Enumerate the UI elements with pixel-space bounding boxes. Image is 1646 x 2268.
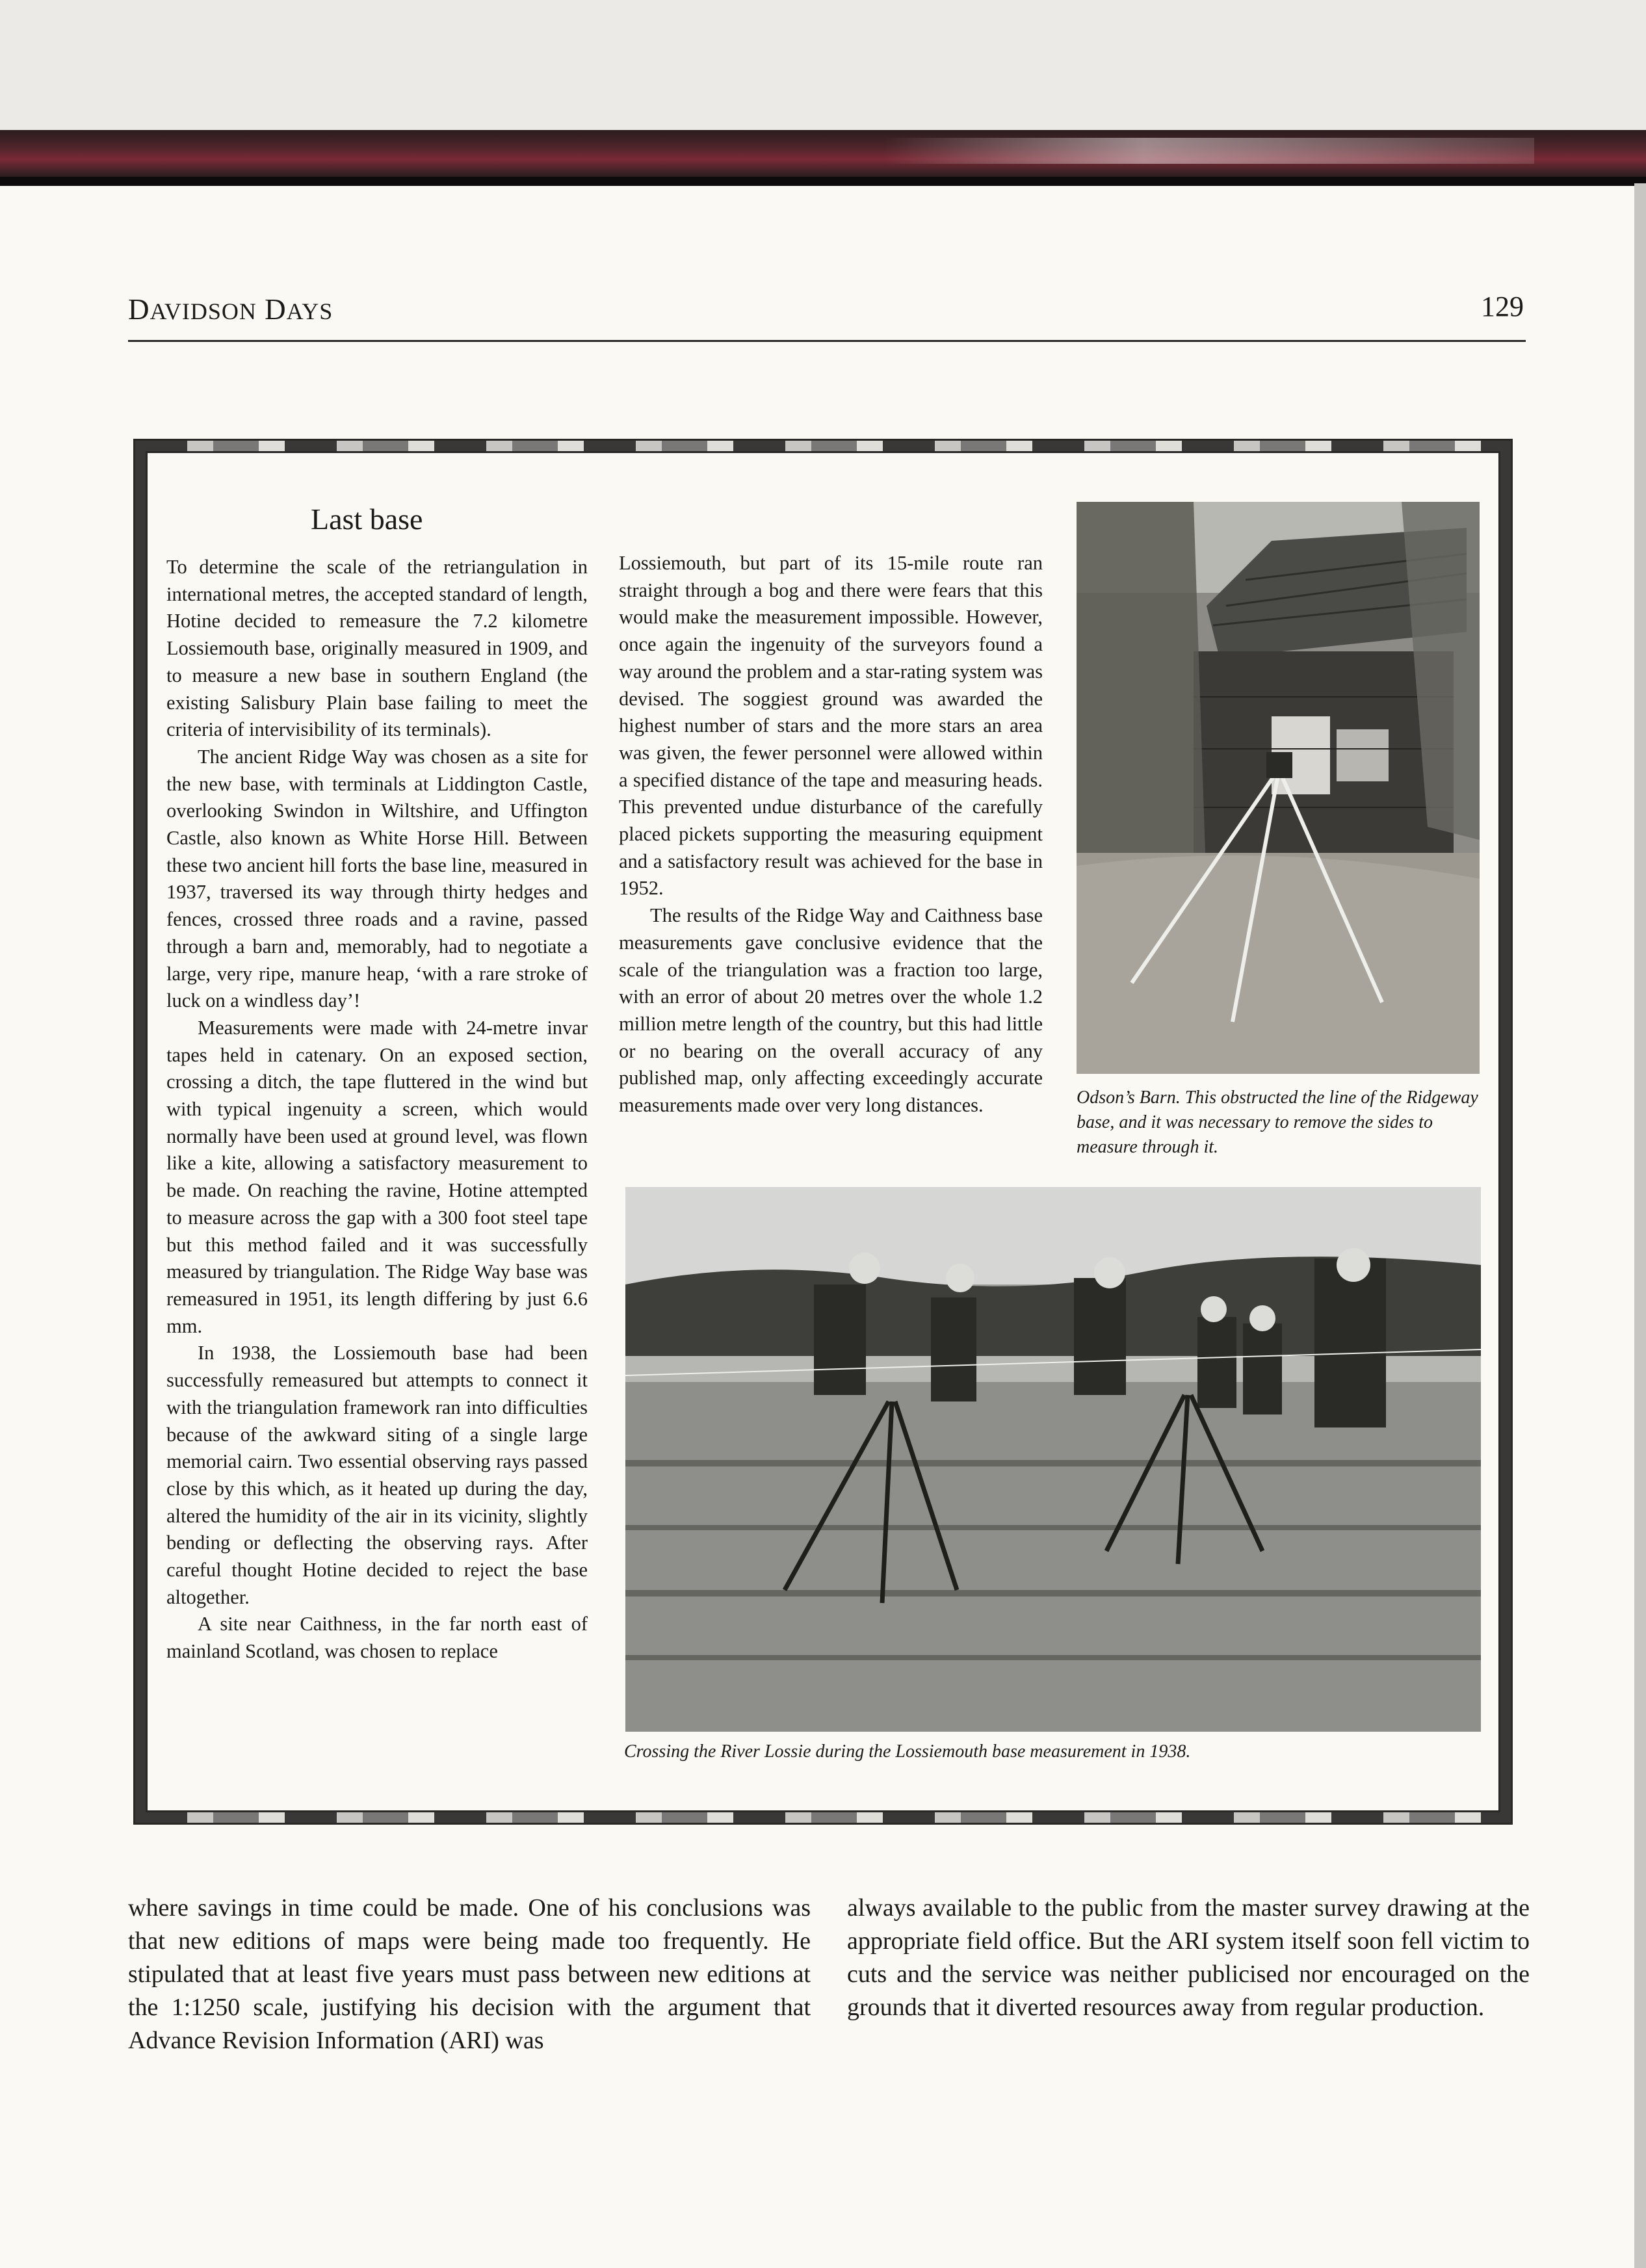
running-head — [128, 293, 333, 326]
barn-photo-caption: Odson’s Barn. This obstructed the line of the Ridgeway base, and it was necessary to remove the sides to measure through it. — [1077, 1088, 1478, 1157]
binding-shadow — [0, 177, 1646, 186]
paragraph: where savings in time could be made. One of his conclusions was that new editions of maps were being made too frequently. He stipulated that at least five years must pass between new editions at the 1:1250 scale, justifying his decision with the argument that Advance Revision Information (ARI) was — [128, 1894, 811, 2054]
sidebar-title: Last base — [311, 502, 423, 536]
paragraph: always available to the public from the master survey drawing at the appropriate field office. But the ARI system itself soon fell victim to cuts and the service was neither publicised nor encouraged on the grounds that it diverted resources away from regular production. — [847, 1894, 1530, 2021]
paragraph: The ancient Ridge Way was chosen as a site for the new base, with terminals at Liddington Castle, overlooking Swindon in Wiltshire, and Uffington Castle, also known as White Horse Hill. Between these two ancient hill forts the base line, measured in 1937, traversed its way through thirty hedges and fences, crossed three roads and a ravine, passed through a barn and, memorably, had to negotiate a large, very ripe, manure heap, ‘with a rare stroke of luck on a windless day’! — [166, 745, 588, 1012]
river-photo-caption: Crossing the River Lossie during the Lossiemouth base measurement in 1938. — [624, 1741, 1191, 1762]
paragraph: A site near Caithness, in the far north east of mainland Scotland, was chosen to replace — [166, 1613, 588, 1663]
body-column-right — [847, 1892, 1530, 2024]
paragraph: The results of the Ridge Way and Caithness base measurements gave conclusive evidence that the scale of the triangulation was a fraction too large, with an error of about 20 metres over the whole 1.2 million metre length of the country, but this had little or no bearing on the overall accuracy of any published map, only affecting exceedingly accurate measurements made over very long distances. — [619, 904, 1043, 1117]
paragraph: To determine the scale of the retriangulation in international metres, the accepted standard of length, Hotine decided to remeasure the 7.2 kilometre Lossiemouth base, originally measured in 1909, and to measure a new base in southern England (the existing Salisbury Plain base failing to meet the criteria of intervisibility of its terminals). — [166, 556, 588, 741]
sidebar-column-1 — [166, 554, 588, 1665]
sidebar-column-2 — [619, 550, 1043, 1119]
running-head-text: DAVIDSON DAYS — [128, 293, 333, 326]
river-photo-drawing — [625, 1187, 1481, 1732]
barn-photo-drawing — [1077, 502, 1480, 1074]
binding-shine — [884, 138, 1534, 164]
paragraph: Measurements were made with 24-metre invar tapes held in catenary. On an exposed section, crossing a ditch, the tape fluttered in the wind but with typical ingenuity a screen, which would normally have been used at ground level, was flown like a kite, allowing a satisfactory measurement to be made. On reaching the ravine, Hotine attempted to measure across the gap with a 300 foot steel tape but this method failed and it was successfully measured by triangulation. The Ridge Way base was remeasured in 1951, its length differing by just 6.6 mm. — [166, 1016, 588, 1337]
page-number: 129 — [1481, 291, 1524, 322]
body-column-left — [128, 1892, 811, 2057]
paragraph: In 1938, the Lossiemouth base had been successfully remeasured but attempts to connect it with the triangulation framework ran into difficulties because of the awkward siting of a single large memorial cairn. Two essential observing rays passed close by this which, as it heated up during the day, altered the humidity of the air in its vicinity, slightly bending or deflecting the observing rays. After careful thought Hotine decided to reject the base altogether. — [166, 1342, 588, 1608]
page-edge — [1634, 183, 1646, 2268]
river-lossie-photo — [625, 1187, 1481, 1732]
barn-photo — [1077, 502, 1480, 1074]
paragraph: Lossiemouth, but part of its 15-mile route ran straight through a bog and there were fears that this would make the measurement impossible. However, once again the ingenuity of the surveyors found a way around the problem and a star-rating system was devised. The soggiest ground was awarded the highest number of stars and the more stars an area was given, the fewer personnel were allowed within a specified distance of the tape and measuring heads. This prevented undue disturbance of the carefully placed pickets supporting the measuring equipment and a satisfactory result was achieved for the base in 1952. — [619, 552, 1043, 900]
header-rule — [128, 340, 1526, 342]
scan-background — [0, 0, 1646, 130]
